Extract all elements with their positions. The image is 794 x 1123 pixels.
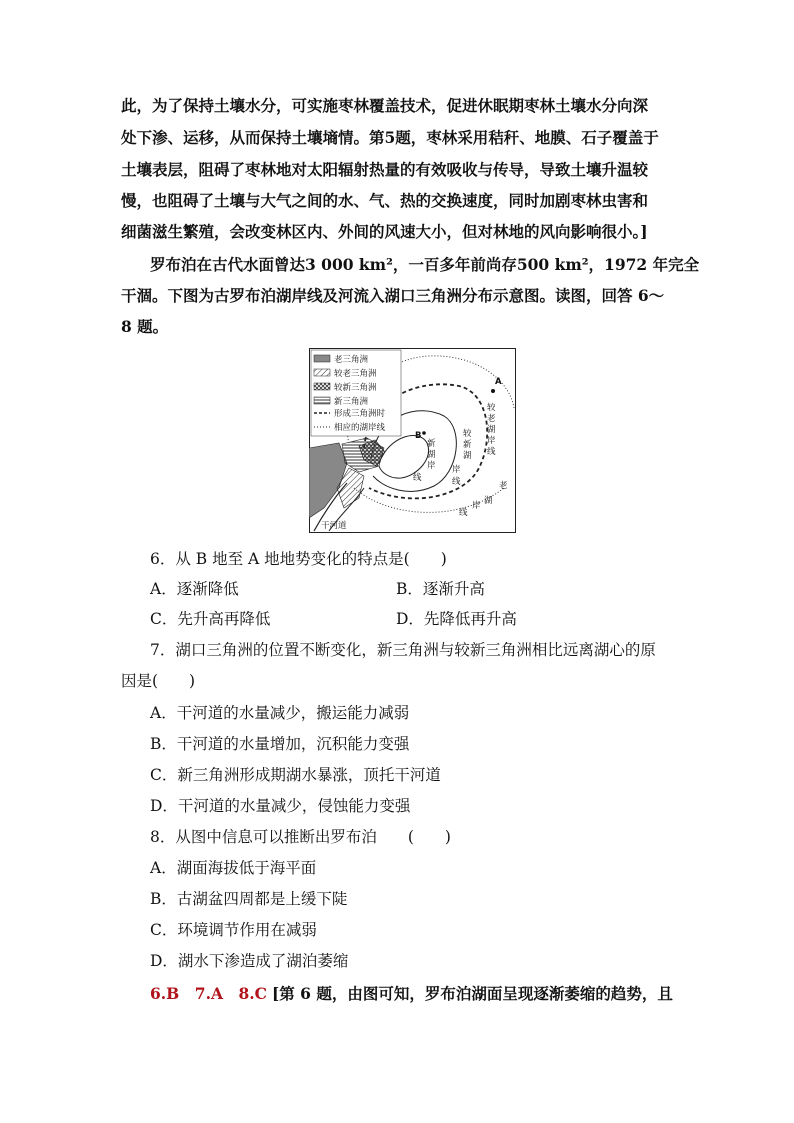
svg-text:线: 线 (459, 508, 468, 518)
intro-line-5: 细菌滋生繁殖，会改变林区内、外间的风速大小，但对林地的风向影响很小。] (121, 222, 648, 241)
svg-text:老: 老 (487, 414, 496, 424)
intro-line-2: 处下渗、运移，从而保持土壤墒情。第5题，枣林采用秸秆、地膜、石子覆盖于 (121, 128, 659, 147)
q6-option-c[interactable]: C．先升高再降低 (150, 610, 271, 628)
q7-option-c[interactable]: C．新三角洲形成期湖水暴涨，顶托干河道 (150, 766, 441, 784)
svg-text:湖: 湖 (484, 496, 493, 506)
svg-text:湖: 湖 (487, 425, 496, 435)
legend-label-shore-2: 相应的湖岸线 (334, 423, 386, 433)
point-b-marker (422, 431, 426, 435)
lop-nur-map (309, 348, 516, 533)
svg-text:岸: 岸 (487, 436, 496, 446)
point-a-marker (491, 389, 495, 393)
q7-option-a[interactable]: A．干河道的水量减少，搬运能力减弱 (150, 704, 410, 722)
svg-text:岸: 岸 (427, 461, 436, 471)
svg-text:线: 线 (487, 447, 496, 457)
svg-text:新: 新 (463, 440, 472, 450)
q8-option-b[interactable]: B．古湖盆四周都是上缓下陡 (150, 890, 348, 908)
point-a-label: A (495, 377, 502, 387)
legend-swatch-older (314, 369, 330, 376)
svg-text:线: 线 (452, 477, 461, 487)
intro-line-3: 土壤表层，阻碍了枣林地对太阳辐射热量的有效吸收与传导，导致土壤升温较 (121, 160, 649, 179)
legend-swatch-new (314, 397, 330, 404)
q7-stem-cont: 因是( ) (121, 672, 196, 690)
q6-stem: 6．从 B 地至 A 地地势变化的特点是( ) (150, 550, 447, 568)
legend-label-shore-1: 形成三角洲时 (334, 409, 386, 419)
svg-text:湖: 湖 (463, 451, 472, 461)
legend-label-older: 较老三角洲 (334, 369, 377, 379)
svg-text:线: 线 (413, 473, 422, 483)
legend-swatch-old (314, 355, 330, 362)
label-old-shore: 老 (499, 481, 508, 491)
label-new-shore-1: 新 (427, 439, 436, 449)
intro-line-4: 慢，也阻碍了土壤与大气之间的水、气、热的交换速度，同时加剧枣林虫害和 (121, 191, 649, 210)
legend-label-newer: 较新三角洲 (334, 383, 377, 393)
q7-option-b[interactable]: B．干河道的水量增加，沉积能力变强 (150, 735, 410, 753)
legend-label-old: 老三角洲 (334, 355, 369, 365)
passage-line-2: 干涸。下图为古罗布泊湖岸线及河流入湖口三角洲分布示意图。读图，回答 6～ (121, 286, 665, 305)
q8-option-c[interactable]: C．环境调节作用在减弱 (150, 921, 317, 939)
q6-option-a[interactable]: A．逐渐降低 (150, 580, 239, 598)
svg-text:湖: 湖 (427, 450, 436, 460)
legend-swatch-newer (314, 383, 330, 390)
q8-option-a[interactable]: A．湖面海拔低于海平面 (150, 859, 317, 877)
q8-option-d[interactable]: D．湖水下渗造成了湖泊萎缩 (150, 952, 349, 970)
label-dry-river: 干河道 (321, 521, 347, 531)
svg-text:岸: 岸 (472, 501, 481, 511)
intro-line-1: 此，为了保持土壤水分，可实施枣林覆盖技术，促进休眠期枣林土壤水分向深 (121, 96, 649, 115)
q6-option-b[interactable]: B．逐渐升高 (396, 580, 485, 598)
q7-option-d[interactable]: D．干河道的水量减少，侵蚀能力变强 (150, 797, 411, 815)
answer-line (150, 983, 673, 1005)
label-newer-shore: 较 (463, 429, 472, 439)
point-b-label: B (415, 431, 422, 441)
answer-explanation: [第 6 题，由图可知，罗布泊湖面呈现逐渐萎缩的趋势，且 (271, 984, 673, 1003)
q7-stem: 7．湖口三角洲的位置不断变化，新三角洲与较新三角洲相比远离湖心的原 (150, 641, 656, 659)
label-older-shore: 较 (487, 403, 496, 413)
answer-key: 6.B 7.A 8.C (150, 984, 268, 1003)
svg-text:岸: 岸 (452, 465, 461, 475)
q8-stem: 8．从图中信息可以推断出罗布泊 ( ) (150, 828, 451, 846)
passage-line-1: 罗布泊在古代水面曾达3 000 km²，一百多年前尚存500 km²，1972 年完全 (150, 255, 700, 274)
q6-option-d[interactable]: D．先降低再升高 (396, 610, 517, 628)
passage-line-3: 8 题。 (121, 317, 169, 336)
legend-label-new: 新三角洲 (334, 397, 369, 407)
